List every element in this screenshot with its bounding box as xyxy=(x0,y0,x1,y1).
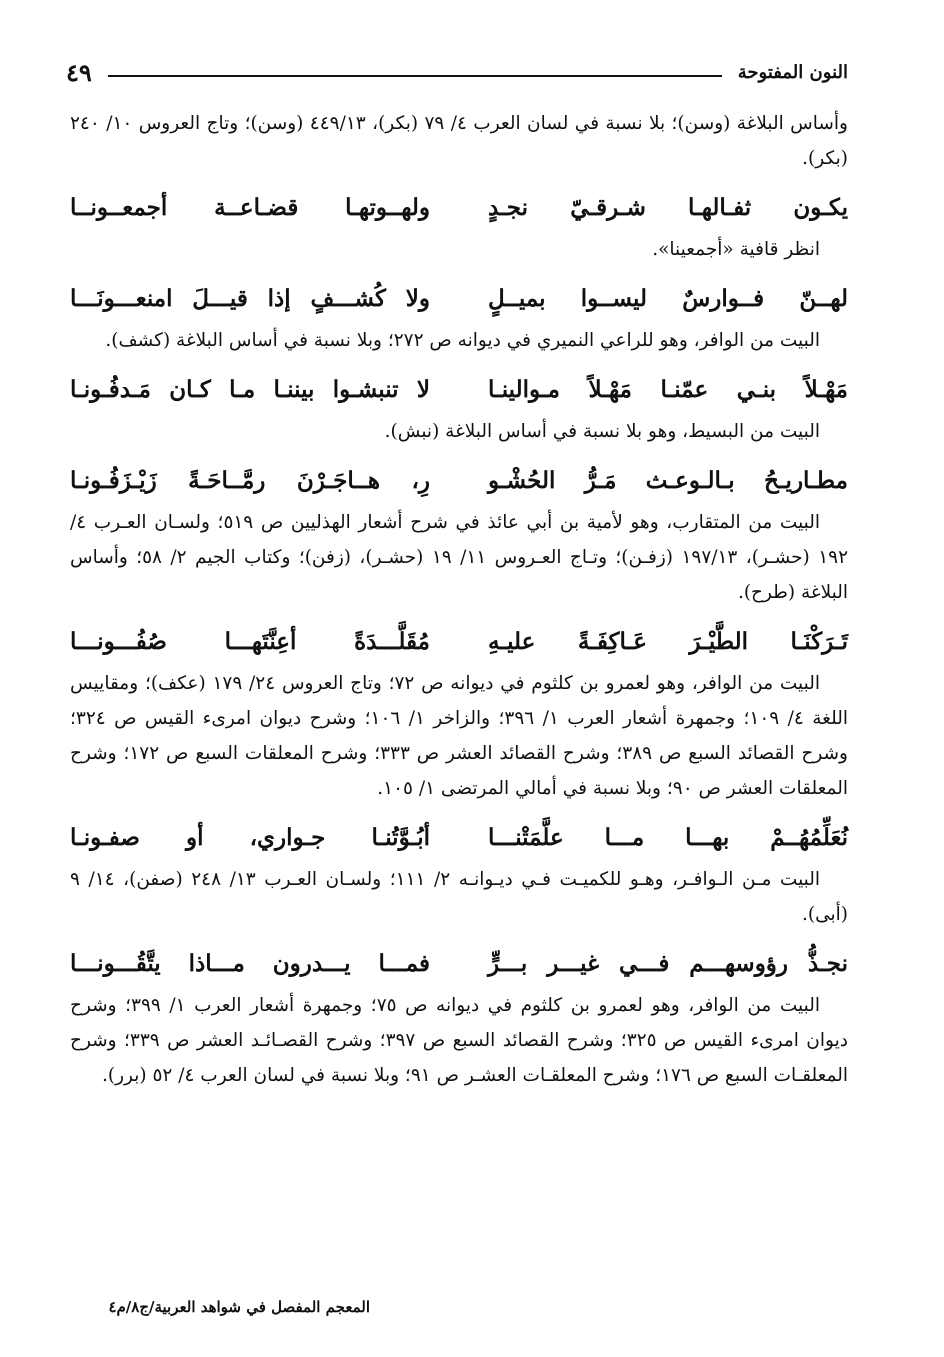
header-rule xyxy=(108,75,722,77)
verse-first-hemistich: نجـذُّ رؤوسهـــم فـــي غيـــر بـــرٍّ xyxy=(488,950,848,977)
verse-second-hemistich: مُقَلَّـــدَةً أعِنَّتَهـــا صُفُـــونـــا xyxy=(70,628,430,655)
commentary-paragraph: انظر قافية «أجمعينا». xyxy=(652,239,820,260)
verse-line xyxy=(70,188,848,228)
page-number: ٤٩ xyxy=(66,57,92,87)
verse-second-hemistich: ولهــوتهـا قضـاعــة أجمعــونــا xyxy=(70,194,430,221)
verse-second-hemistich: فمـــا يـــدرون مـــاذا يتَّقُـــونـــا xyxy=(70,950,430,977)
verse-line xyxy=(70,944,848,984)
commentary-paragraph: البيت من الوافر، وهو للراعي النميري في ديوانه ص ٢٧٢؛ وبلا نسبة في أساس البلاغة (كشف). xyxy=(105,330,820,351)
verse-first-hemistich: لهــنّ فــوارسٌ ليســوا بميــلٍ xyxy=(488,285,848,312)
verse-second-hemistich: ولا كُشـــفٍ إذا قيـــلَ امنعـــونَـــا xyxy=(70,285,430,312)
verse-line xyxy=(70,370,848,410)
verse-first-hemistich: يكـون ثفـالهـا شـرقـيّ نجـدٍ xyxy=(488,194,848,221)
commentary-paragraph: البيت مـن الـوافـر، وهـو للكميـت فـي ديـوانـه ٢/ ١١١؛ ولسـان العـرب ١٣/ ٢٤٨ (صفن)، ١٤/ ٩ (أبى). xyxy=(70,869,848,925)
verse-first-hemistich: مَهْـلاً بنـي عمّنـا مَهْـلاً مـوالينـا xyxy=(488,376,848,403)
commentary-paragraph: البيت من الوافر، وهو لعمرو بن كلثوم في ديوانه ص ٧٥؛ وجمهرة أشعار العرب ١/ ٣٩٩؛ وشرح ديوان امرىء القيس ص ٣٢٥؛ وشرح القصائد السبع ص ٣٩٧؛ وشرح القصـائـد العشر ص ٣٣٩؛ وشرح المعلقـات السبع ص ١٧٦؛ وشرح المعلقـات العشـر ص ٩١؛ وبلا نسبة في لسان العرب ٤/ ٥٢ (برر). xyxy=(70,995,848,1086)
verse-second-hemistich: رِ، هــاجَـرْنَ رمَّــاحَـةً زَيْـزَفُـونـا xyxy=(70,467,430,494)
verse-second-hemistich: أبُـوَّتُنـا جـواري، أو صفـونـا xyxy=(70,824,430,851)
verse-line xyxy=(70,622,848,662)
commentary-paragraph: وأساس البلاغة (وسن)؛ بلا نسبة في لسان العرب ٤/ ٧٩ (بكر)، ٤٤٩/١٣ (وسن)؛ وتاج العروس ١٠/ ٢٤٠ (بكر). xyxy=(70,113,848,169)
commentary-paragraph: البيت من الوافر، وهو لعمرو بن كلثوم في ديوانه ص ٧٢؛ وتاج العروس ٢٤/ ١٧٩ (عكف)؛ ومقاييس اللغة ٤/ ١٠٩؛ وجمهرة أشعار العرب ١/ ٣٩٦؛ والزاخر ١/ ١٠٦؛ وشرح ديوان امرىء القيس ص ٣٢٤؛ وشرح القصائد السبع ص ٣٨٩؛ وشرح القصائد العشر ص ٣٣٣؛ وشرح المعلقات السبع ص ١٧٢؛ وشرح المعلقات العشر ص ٩٠؛ وبلا نسبة في أمالي المرتضى ١/ ١٠٥. xyxy=(70,673,849,799)
verse-line xyxy=(70,279,848,319)
verse-line xyxy=(70,461,848,501)
verse-first-hemistich: نُعَلِّمُهُــمْ بهـــا مـــا علَّمَتْنـــا xyxy=(488,824,848,851)
verse-first-hemistich: تَـرَكْنَـا الطَّيْـرَ عَـاكِفَـةً عليـهِ xyxy=(488,628,848,655)
verse-first-hemistich: مطـاريـحُ بـالـوعـث مَـرُّ الحُشْـو xyxy=(488,467,848,494)
page-header xyxy=(66,52,848,92)
page-content xyxy=(70,106,848,1105)
page-footer: المعجم المفصل في شواهد العربية/ج٨/م٤ xyxy=(108,1298,370,1316)
commentary-paragraph: البيت من المتقارب، وهو لأمية بن أبي عائذ في شرح أشعار الهذليين ص ٥١٩؛ ولسـان العـرب ٤/ ١٩٢ (حشـر)، ١٩٧/١٣ (زفـن)؛ وتـاج العـروس ١١/ ١٩ (حشـر)، (زفن)؛ وكتاب الجيم ٢/ ٥٨؛ وأساس البلاغة (طرح). xyxy=(70,512,849,603)
verse-second-hemistich: لا تنبشـوا بيننـا مـا كـان مَـدفُـونـا xyxy=(70,376,430,403)
verse-line xyxy=(70,818,848,858)
section-title: النون المفتوحة xyxy=(737,61,848,83)
commentary-paragraph: البيت من البسيط، وهو بلا نسبة في أساس البلاغة (نبش). xyxy=(384,421,820,442)
